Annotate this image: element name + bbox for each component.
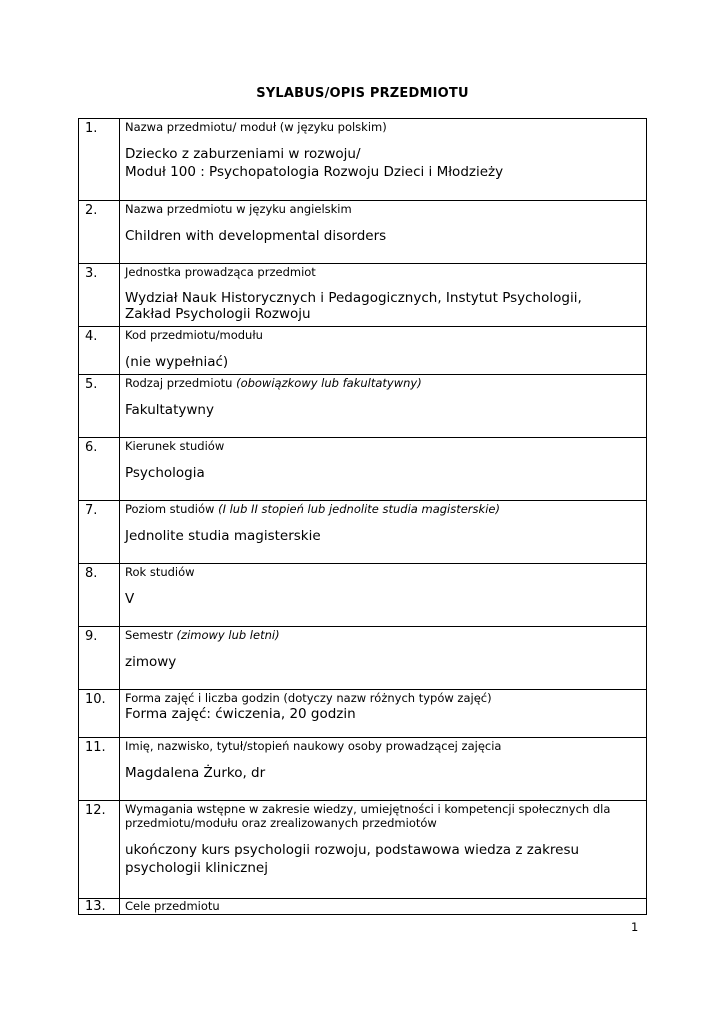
table-row — [79, 738, 647, 801]
field-value: Magdalena Żurko, dr — [125, 765, 266, 781]
field-value: Jednolite studia magisterskie — [125, 528, 321, 544]
table-row — [79, 501, 647, 564]
table-row — [79, 801, 647, 899]
row-number: 1. — [85, 121, 98, 136]
row-number: 8. — [85, 566, 98, 581]
table-row — [79, 201, 647, 264]
field-label: Kod przedmiotu/modułu — [125, 328, 263, 342]
table-row — [79, 899, 647, 915]
field-label: Wymagania wstępne w zakresie wiedzy, umiejętności i kompetencji społecznych dla przedmiotu/modułu oraz zrealizowanych przedmiotów — [125, 802, 611, 830]
field-value: V — [125, 591, 135, 607]
field-label: Forma zajęć i liczba godzin (dotyczy nazw różnych typów zajęć) — [125, 691, 492, 705]
field-value: ukończony kurs psychologii rozwoju, podstawowa wiedza z zakresu — [125, 842, 580, 858]
field-label: Imię, nazwisko, tytuł/stopień naukowy osoby prowadzącej zajęcia — [125, 739, 502, 753]
row-number: 4. — [85, 329, 98, 344]
field-value: Moduł 100 : Psychopatologia Rozwoju Dzieci i Młodzieży — [125, 164, 504, 180]
field-value: Forma zajęć: ćwiczenia, 20 godzin — [125, 706, 356, 722]
row-number: 13. — [85, 899, 106, 914]
syllabus-table — [78, 118, 647, 915]
field-label: Nazwa przedmiotu/ moduł (w języku polskim) — [125, 120, 387, 134]
field-value: zimowy — [125, 654, 177, 670]
table-row — [79, 119, 647, 201]
field-value: psychologii klinicznej — [125, 860, 268, 876]
row-number: 7. — [85, 503, 98, 518]
table-row — [79, 438, 647, 501]
row-number: 10. — [85, 692, 106, 707]
field-label: Cele przedmiotu — [125, 899, 220, 913]
table-row — [79, 375, 647, 438]
document-title: SYLABUS/OPIS PRZEDMIOTU — [256, 86, 469, 101]
field-label: Kierunek studiów — [125, 439, 225, 453]
field-label: Poziom studiów (I lub II stopień lub jednolite studia magisterskie) — [125, 502, 500, 516]
field-value: Psychologia — [125, 465, 205, 481]
field-value: Fakultatywny — [125, 402, 214, 418]
table-row — [79, 264, 647, 327]
field-label: Jednostka prowadząca przedmiot — [125, 265, 316, 279]
field-value: Dziecko z zaburzeniami w rozwoju/ — [125, 146, 361, 162]
page-number: 1 — [631, 920, 639, 934]
row-number: 5. — [85, 377, 98, 392]
row-number: 12. — [85, 803, 106, 818]
field-value: (nie wypełniać) — [125, 354, 229, 370]
table-row — [79, 627, 647, 690]
row-number: 3. — [85, 266, 98, 281]
table-row — [79, 690, 647, 738]
field-value: Wydział Nauk Historycznych i Pedagogicznych, Instytut Psychologii, — [125, 290, 582, 306]
row-number: 2. — [85, 203, 98, 218]
field-label: Nazwa przedmiotu w języku angielskim — [125, 202, 352, 216]
table-row — [79, 564, 647, 627]
field-label: Rok studiów — [125, 565, 195, 579]
field-label: Rodzaj przedmiotu (obowiązkowy lub fakultatywny) — [125, 376, 422, 390]
row-number: 11. — [85, 740, 106, 755]
field-value: Children with developmental disorders — [125, 228, 387, 244]
row-number: 6. — [85, 440, 98, 455]
table-row — [79, 327, 647, 375]
row-number: 9. — [85, 629, 98, 644]
field-value: Zakład Psychologii Rozwoju — [125, 306, 311, 322]
field-label: Semestr (zimowy lub letni) — [125, 628, 280, 642]
